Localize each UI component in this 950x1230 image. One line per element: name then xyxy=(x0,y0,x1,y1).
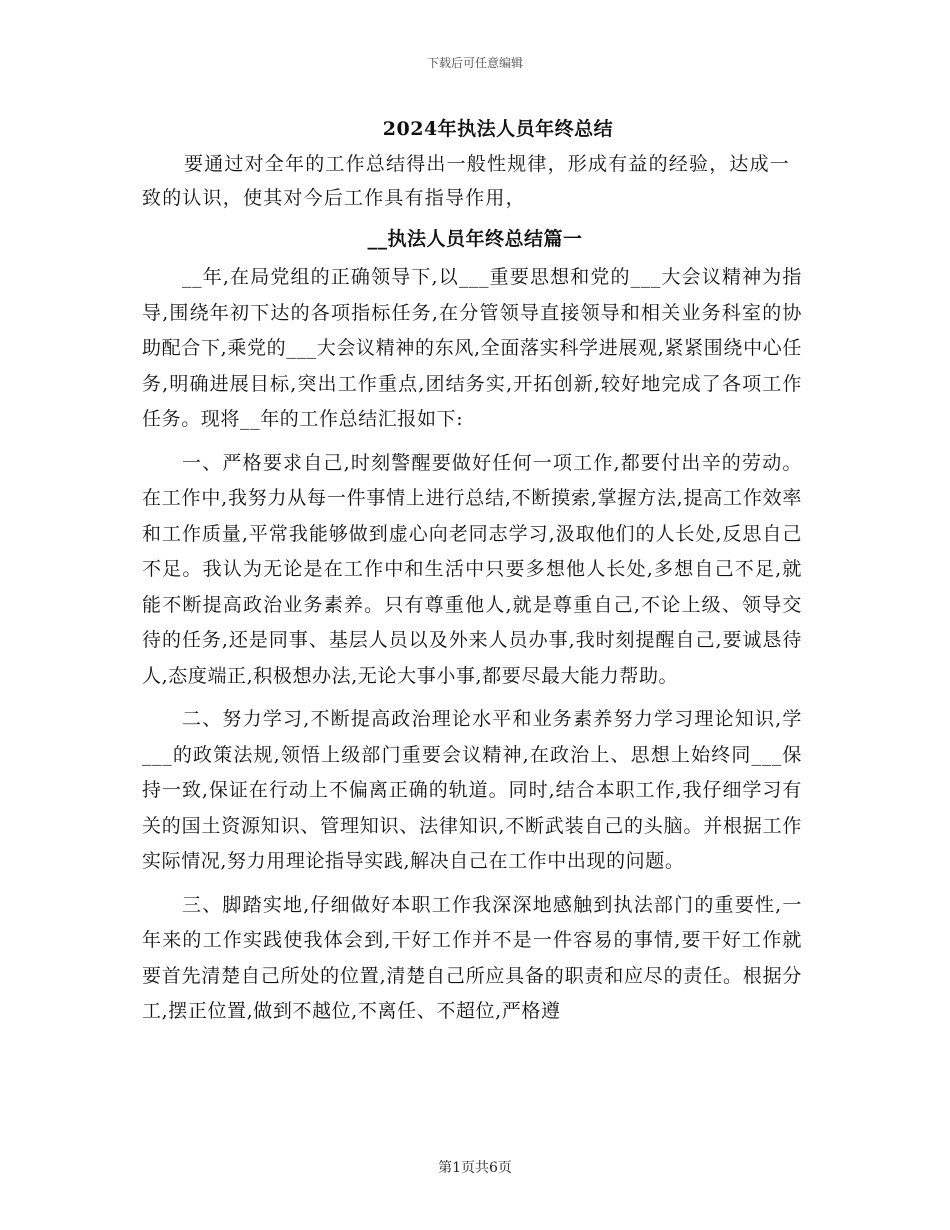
header-note: 下载后可任意编辑 xyxy=(426,56,523,70)
body-text xyxy=(142,260,802,1038)
paragraph-4: 三、脚踏实地,仔细做好本职工作我深深地感触到执法部门的重要性,一年来的工作实践使我体会到,干好工作并不是一件容易的事情,要干好工作就要首先清楚自己所处的位置,清楚自己所应具备的职责和应尽的责任。根据分工,摆正位置,做到不越位,不离任、不超位,严格遵 xyxy=(142,893,802,1022)
intro-paragraph: 要通过对全年的工作总结得出一般性规律，形成有益的经验，达成一致的认识，使其对今后工作具有指导作用， xyxy=(142,153,791,209)
paragraph-2: 一、严格要求自己,时刻警醒要做好任何一项工作,都要付出辛的劳动。在工作中,我努力从每一件事情上进行总结,不断摸索,掌握方法,提高工作效率和工作质量,平常我能够做到虚心向老同志学习,汲取他们的人长处,反思自己不足。我认为无论是在工作中和生活中只要多想他人长处,多想自己不足,就能不断提高政治业务素养。只有尊重他人,就是尊重自己,不论上级、领导交待的任务,还是同事、基层人员以及外来人员办事,我时刻提醒自己,要诚恳待人,态度端正,积极想办法,无论大事小事,都要尽最大能力帮助。 xyxy=(142,451,802,687)
document-title: 2024年执法人员年终总结 xyxy=(382,118,614,140)
page-footer: 第1页共6页 xyxy=(438,1160,512,1176)
section-title: __执法人员年终总结篇一 xyxy=(367,228,583,250)
paragraph-1: __年,在局党组的正确领导下,以___重要思想和党的___大会议精神为指导,围绕年初下达的各项指标任务,在分管领导直接领导和相关业务科室的协助配合下,乘党的___大会议精神的东风,全面落实科学进展观,紧紧围绕中心任务,明确进展目标,突出工作重点,团结务实,开拓创新,较好地完成了各项工作任务。现将__年的工作总结汇报如下: xyxy=(142,266,802,430)
paragraph-3: 二、努力学习,不断提高政治理论水平和业务素养努力学习理论知识,学___的政策法规,领悟上级部门重要会议精神,在政治上、思想上始终同___保持一致,保证在行动上不偏离正确的轨道。同时,结合本职工作,我仔细学习有关的国土资源知识、管理知识、法律知识,不断武装自己的头脑。并根据工作实际情况,努力用理论指导实践,解决自己在工作中出现的问题。 xyxy=(142,708,802,872)
